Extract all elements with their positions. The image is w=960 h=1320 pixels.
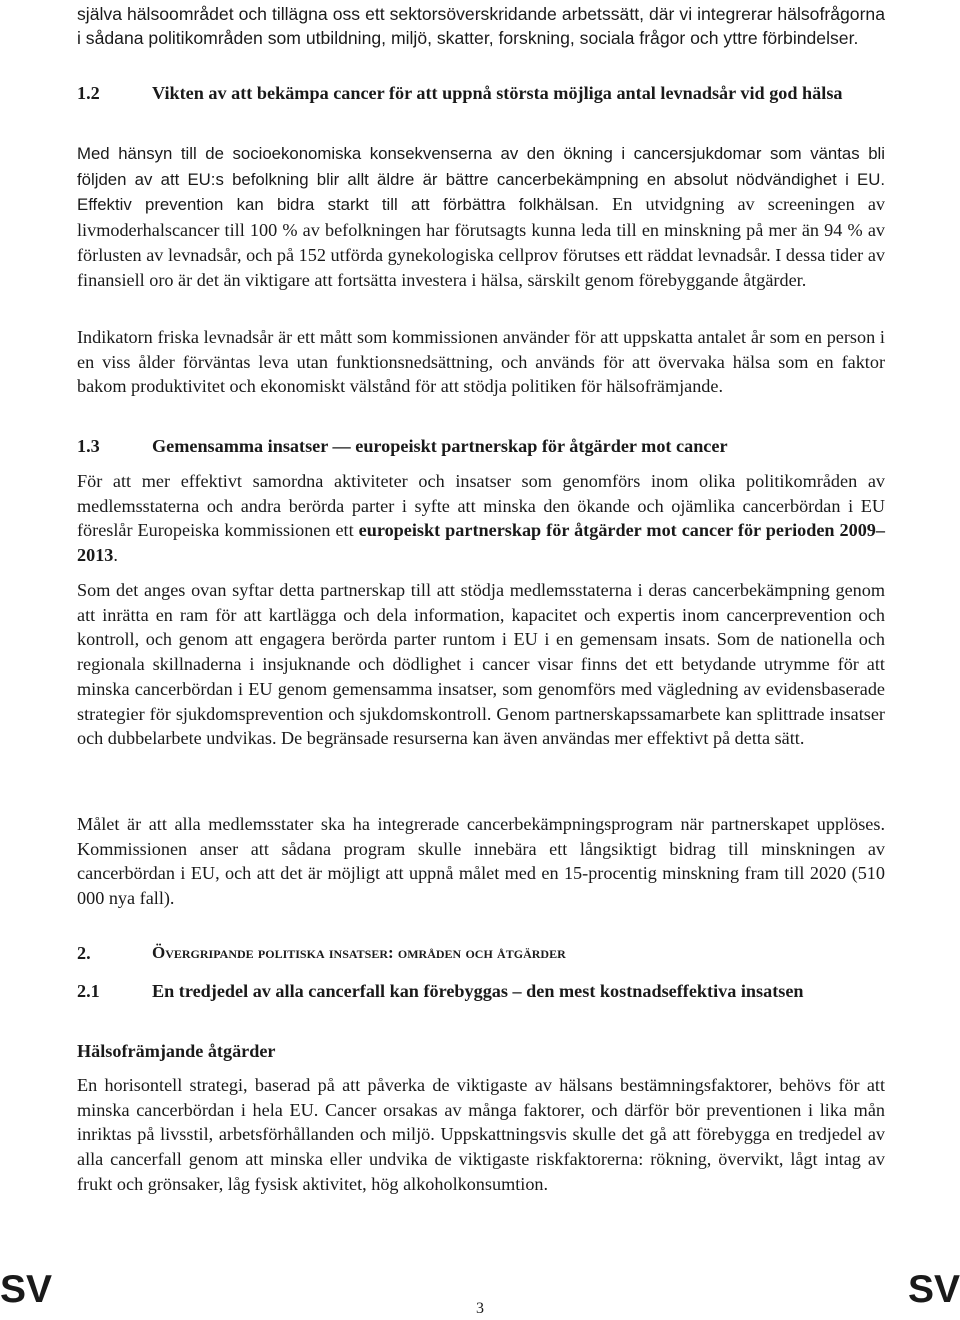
- section-heading-2-1: [77, 979, 885, 1003]
- paragraph-text: För att mer effektivt samordna aktiviteter och insatser som genomförs inom olika politikområden av medlemsstaterna och andra berörda parter i syfte att minska den ökande och ojämlika cancerbördan i EU föreslår Europeiska kommissionen ett: [77, 471, 885, 541]
- section-1-3-paragraph-1: [77, 469, 885, 568]
- section-number: 2.: [77, 943, 91, 963]
- section-1-3-paragraph-3: Målet är att alla medlemsstater ska ha integrerade cancerbekämpningsprogram när partnerskapet upplöses. Kommissionen anser att sådana program skulle innebära ett långsiktigt bidrag till minskningen av cancerbördan i EU, och att det är möjligt att uppnå målet med en 15-procentig minskning fram till 2020 (510 000 nya fall).: [77, 814, 885, 909]
- paragraph-sans-part: Med hänsyn till de socioekonomiska konsekvenserna av den ökning i cancersjukdomar som väntas bli följden av att EU:s befolkning blir allt äldre är bättre cancerbekämpning en absolut nödvändighet i EU. Effektiv prevention kan bidra starkt till att förbättra folkhälsan.: [77, 144, 885, 215]
- section-1-2-paragraph-2: Indikatorn friska levnadsår är ett mått som kommissionen använder för att uppskatta antalet år som en person i en viss ålder förväntas leva utan funktionsnedsättning, och används för att övervaka hälsa som en faktor bakom produktivitet och ekonomiskt välstånd för att stödja politiken för hälsofrämjande.: [77, 327, 885, 397]
- page-number: 3: [476, 1300, 484, 1317]
- section-number: 1.2: [77, 83, 100, 103]
- section-heading-1-3: [77, 434, 885, 458]
- section-heading-1-2: [77, 81, 885, 105]
- footer-language-left: SV: [0, 1268, 53, 1311]
- section-title: Övergripande politiska insatser: områden och åtgärder: [152, 943, 566, 962]
- section-title: Vikten av att bekämpa cancer för att uppnå största möjliga antal levnadsår vid god hälsa: [152, 83, 843, 103]
- intro-paragraph: själva hälsoområdet och tillägna oss ett sektorsöverskridande arbetssätt, där vi integrerar hälsofrågorna i sådana politikområden som utbildning, miljö, skatter, forskning, sociala frågor och yttre förbindelser.: [77, 4, 885, 49]
- section-2-1-paragraph-1: En horisontell strategi, baserad på att påverka de viktigaste av hälsans bestämningsfaktorer, behövs för att minska cancerbördan i hela EU. Cancer orsakas av många faktorer, och därför bör preventionen i lika mån inriktas på livsstil, arbetsförhållanden och miljö. Uppskattningsvis skulle det gå att förebygga en tredjedel av alla cancerfall genom att minska eller undvika de viktigaste riskfaktorerna: rökning, övervikt, lågt intag av frukt och grönsaker, låg fysisk aktivitet, hög alkoholkonsumtion.: [77, 1075, 885, 1194]
- paragraph-bold-text: europeiskt partnerskap för åtgärder mot cancer för perioden 2009–2013: [77, 520, 885, 566]
- section-number: 1.3: [77, 436, 100, 456]
- footer-language-right: SV: [907, 1268, 960, 1311]
- section-heading-2: [77, 941, 885, 965]
- subheading-halsoframjande: Hälsofrämjande åtgärder: [77, 1041, 276, 1061]
- section-title: Gemensamma insatser — europeiskt partnerskap för åtgärder mot cancer: [152, 436, 728, 456]
- section-1-2-paragraph-1: [77, 141, 885, 292]
- paragraph-end: .: [113, 545, 118, 566]
- section-title: En tredjedel av alla cancerfall kan förebyggas – den mest kostnadseffektiva insatsen: [152, 981, 804, 1001]
- paragraph-serif-part: En utvidgning av screeningen av livmoderhalscancer till 100 % av befolkningen har förutsagts kunna leda till en minskning på mer än 94 % av förlusten av levnadsår, och på 152 utförda gynekologiska cellprov förutses ett räddat levnadsår. I dessa tider av finansiell oro är det än viktigare att fortsätta investera i hälsa, särskilt genom förebyggande åtgärder.: [77, 194, 885, 290]
- section-1-3-paragraph-2: Som det anges ovan syftar detta partnerskap till att stödja medlemsstaterna i deras cancerbekämpning genom att inrätta en ram för att kartlägga och dela information, kapacitet och expertis inom cancerprevention och kontroll, och genom att engagera berörda parter runtom i EU i en gemensam insats. Som de nationella och regionala skillnaderna i insjuknande och dödlighet i cancer visar finns det ett betydande utrymme för att minska cancerbördan i EU genom gemensamma insatser, som genomförs med vägledning av evidensbaserade strategier för sjukdomsprevention och sjukdomskontroll. Genom partnerskapssamarbete kan splittrade insatser och dubbelarbete undvikas. De begränsade resurserna kan även användas mer effektivt på detta sätt.: [77, 580, 885, 749]
- section-number: 2.1: [77, 981, 100, 1001]
